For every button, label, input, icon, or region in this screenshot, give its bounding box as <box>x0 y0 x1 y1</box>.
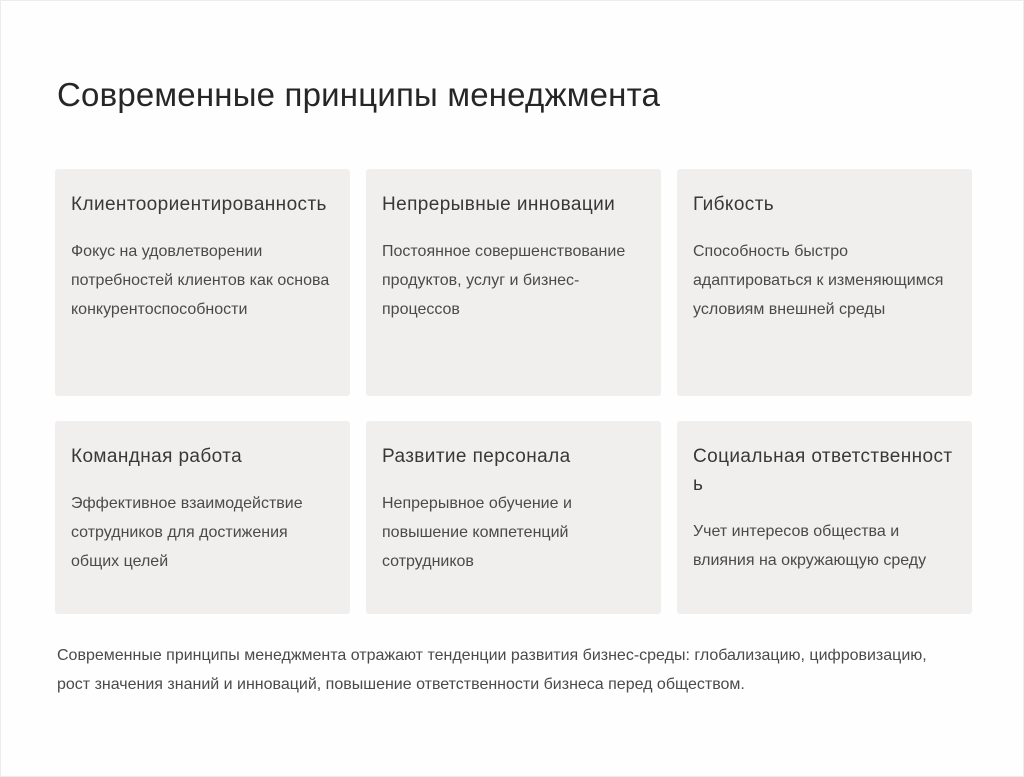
card-title: Гибкость <box>693 194 775 215</box>
card-description: Фокус на удовлетворении потребностей клиентов как основа конкурентоспособности <box>71 243 330 318</box>
card-description: Постоянное совершенствование продуктов, услуг и бизнес-процессов <box>382 243 626 318</box>
card-description: Учет интересов общества и влияния на окружающую среду <box>693 523 927 569</box>
principle-card-staff-development <box>366 421 661 614</box>
card-description: Непрерывное обучение и повышение компетенций сотрудников <box>382 495 572 570</box>
principles-grid <box>55 169 972 614</box>
page-title: Современные принципы менеджмента <box>57 76 661 113</box>
card-description: Эффективное взаимодействие сотрудников для достижения общих целей <box>71 495 303 570</box>
card-title: Клиентоориентированность <box>71 194 327 215</box>
card-title: Развитие персонала <box>382 446 571 467</box>
card-title: Социальная ответственность <box>693 446 953 495</box>
card-description: Способность быстро адаптироваться к изменяющимся условиям внешней среды <box>693 243 944 318</box>
card-title: Непрерывные инновации <box>382 194 616 215</box>
principle-card-customer-focus <box>55 169 350 396</box>
summary-text: Современные принципы менеджмента отражают тенденции развития бизнес-среды: глобализацию, цифровизацию, рост значения знаний и инноваций, повышение ответственности бизнеса перед обществом. <box>57 647 927 693</box>
card-title: Командная работа <box>71 446 243 467</box>
principle-card-social-responsibility <box>677 421 972 614</box>
principle-card-flexibility <box>677 169 972 396</box>
principle-card-teamwork <box>55 421 350 614</box>
principle-card-innovation <box>366 169 661 396</box>
